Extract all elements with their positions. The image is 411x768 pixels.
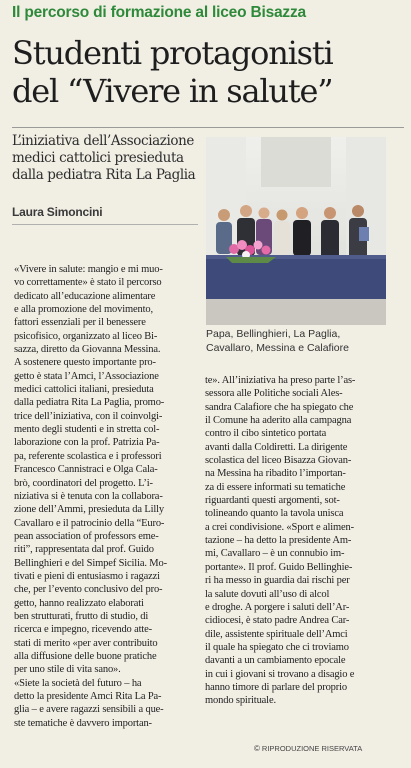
body-text-line: «Vivere in salute: mangio e mi muo- [14,264,163,275]
body-text-line: hanno timore di parlare del proprio [205,681,347,693]
body-text-line: laborazione con la prof. Patrizia Pa- [14,437,160,449]
body-text-line: mi, Cavallaro – è un connubio im- [205,548,345,560]
body-text-line: sandra Calafiore che ha spiegato che [205,401,354,413]
body-text-line: Bellinghieri e del Simpef Sicilia. Mo- [14,557,167,569]
group-photo-illustration [206,137,386,325]
body-text-line: Francesco Cannistraci e Olga Cala- [14,464,158,476]
copyright-notice [254,744,362,753]
body-text-line: pa, referente scolastica e i professori [14,450,162,462]
standfirst-line-2: medici cattolici presieduta [12,150,184,166]
body-text-line: getto, hanno realizzato elaborati [14,597,144,609]
body-text-line: il Comune ha aderito alla campagna [205,415,352,427]
body-text-line: psicofisico, organizzato al liceo Bi- [14,330,158,342]
group-photo-icon [206,137,386,325]
body-text-line: zione dell’Ammi, presieduta da Lilly [14,504,165,516]
body-text-line: e alla promozione del movimento, [14,304,153,316]
body-text-line: dalla pediatra Rita La Paglia, promo- [14,397,165,409]
body-text-line: che, per l’evento conclusivo del pro- [14,584,163,596]
body-text-line: glia – e avere ragazzi sensibili a que- [14,704,164,716]
body-text-line: avanti dalla Coldiretti. La dirigente [205,441,348,453]
body-text-line: contro il cibo sintetico portata [205,428,327,440]
body-text-line: davanti a un cambiamento epocale [205,655,346,667]
body-text-line: ste tematiche è davvero importan- [14,717,152,729]
standfirst [12,133,198,184]
body-text-line: riguardanti questi argomenti, sot- [205,495,340,507]
body-text-line: portante». Il prof. Guido Bellinghie- [205,561,353,573]
body-text-line: niziativa si è tenuta con la collabora- [14,490,163,502]
body-text-line: za di essere informati su tematiche [205,481,346,493]
body-text-line: mondo spirituale. [205,695,276,707]
body-text-line: tivati e pieni di entusiasmo i ragazzi [14,570,160,582]
body-text-line: ri ha messo in guardia dai rischi per [205,575,350,587]
body-text-line: detto la presidente Amci Rita La Pa- [14,691,162,702]
body-text-line: dile, assistente spirituale dell’Amci [205,628,348,640]
body-text-line: a crei condivisione. «Sport e alimen- [205,521,354,533]
body-text-line: te». All’iniziativa ha preso parte l’as- [205,375,356,386]
body-text-line: la salute dovuti all’uso di alcol [205,588,330,600]
body-text-line: cidiocesi, è stato padre Andrea Car- [205,615,350,627]
photo-caption [206,328,396,355]
byline-divider [12,224,198,225]
body-text-line: ben strutturati, frutto di studio, di [14,610,149,622]
body-text-line: medici cattolici italiani, presieduta [14,384,154,396]
body-column-left [14,263,200,730]
body-text-line: e droghe. A porgere i saluti dell’Ar- [205,601,350,613]
copyright-text: RIPRODUZIONE RISERVATA [261,744,363,753]
section-kicker: Il percorso di formazione al liceo Bisazza [12,4,306,21]
headline-line-1: Studenti protagonisti [12,34,333,72]
body-text-line: «Siete la società del futuro – ha [14,677,142,689]
body-text-line: fattori essenziali per il benessere [14,317,146,329]
body-text-line: il quale ha spiegato che ci troviamo [205,641,349,653]
body-text-line: A sostenere questo importante pro- [14,357,156,369]
body-text-line: scolastica del liceo Bisazza Giovan- [205,455,352,467]
body-text-line: stati di merito «per aver contribuito [14,637,158,649]
caption-line-1: Papa, Bellinghieri, La Paglia, [206,328,341,340]
copyright-symbol: © [254,744,260,753]
body-text-line: tazione – ha detto la presidente Am- [205,535,352,547]
headline-line-2: del “Vivere in salute” [12,72,333,110]
caption-line-2: Cavallaro, Messina e Calafiore [206,341,349,354]
headline [12,34,404,110]
body-text-line: pean association of professors eme- [14,530,159,542]
body-column-right [205,374,399,708]
body-text-line: na Messina ha ribadito l’importan- [205,468,346,480]
body-text-line: tolineando quanto la tavola unisca [205,508,344,520]
body-text-line: trice dell’iniziativa, con il coinvolgi- [14,410,163,422]
body-text-line: Cavallaro e il patrocinio della “Euro- [14,517,165,529]
body-text-line: in cui i giovani si trovano a disagio e [205,668,355,680]
body-text-line: sessora alle Politiche sociali Ales- [205,388,343,400]
body-text-line: alla diffusione delle buone pratiche [14,650,157,662]
standfirst-line-1: L’iniziativa dell’Associazione [12,133,194,149]
body-text-line: mento degli studenti e in stretta col- [14,424,160,436]
body-text-line: getto è stata l’Amci, l’Associazione [14,370,159,382]
body-text-line: riti”, rappresentata dal prof. Guido [14,544,154,556]
standfirst-line-3: dalla pediatra Rita La Paglia [12,167,196,183]
body-text-line: brò, coordinatori del progetto. L’i- [14,477,153,489]
body-text-line: ricerca e impegno, ricevendo atte- [14,624,153,636]
body-text-line: vo correttamente» è stato il percorso [14,277,162,289]
body-text-line: sazza, diretto da Giovanna Messina. [14,344,161,356]
body-text-line: dedicato all’educazione alimentare [14,290,156,302]
body-text-line: per uno stile di vita sano». [14,664,121,676]
byline: Laura Simoncini [12,205,103,219]
headline-divider [12,127,404,128]
